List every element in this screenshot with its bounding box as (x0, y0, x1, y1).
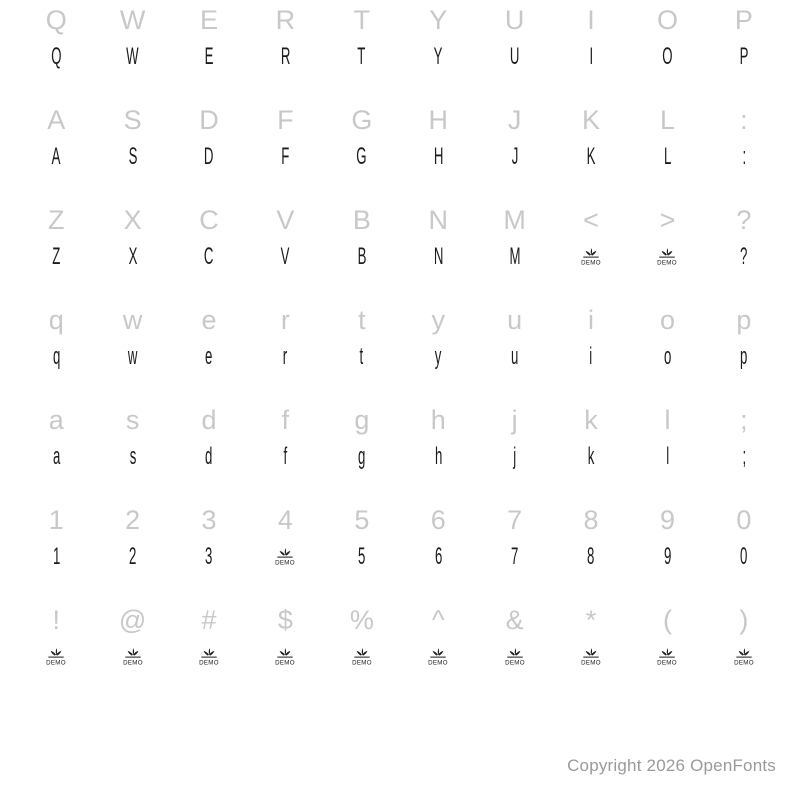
reference-glyph: R (275, 4, 296, 35)
specimen-glyph: K (586, 143, 596, 170)
reference-glyph: 7 (507, 504, 523, 535)
glyph-cell (171, 200, 247, 300)
glyph-cell (553, 300, 629, 400)
glyph-cell (629, 600, 705, 700)
reference-glyph: L (659, 104, 675, 135)
glyph-cell (18, 300, 94, 400)
specimen-glyph: T (357, 43, 366, 70)
glyph-cell (171, 100, 247, 200)
glyph-cell (171, 400, 247, 500)
glyph-cell (94, 0, 170, 100)
specimen-glyph: o (663, 343, 672, 370)
glyph-cell (18, 0, 94, 100)
reference-glyph: > (659, 204, 676, 235)
specimen-glyph: X (128, 243, 138, 270)
glyph-cell (400, 100, 476, 200)
glyph-cell (94, 400, 170, 500)
reference-glyph: i (588, 304, 595, 335)
demo-stamp (45, 640, 67, 674)
specimen-glyph: B (357, 243, 367, 270)
reference-glyph: Y (429, 4, 448, 35)
specimen-glyph: s (129, 443, 136, 470)
specimen-glyph: Z (52, 243, 61, 270)
glyph-cell (706, 200, 782, 300)
reference-glyph: 0 (736, 504, 752, 535)
specimen-glyph: U (509, 43, 520, 70)
row-asdf-upper (18, 100, 782, 200)
glyph-cell (324, 600, 400, 700)
reference-glyph: y (431, 304, 445, 335)
specimen-glyph: E (204, 43, 214, 70)
glyph-cell (706, 0, 782, 100)
glyph-cell (171, 500, 247, 600)
reference-glyph: r (280, 304, 290, 335)
reference-glyph: W (119, 4, 146, 35)
glyph-cell (324, 300, 400, 400)
reference-glyph: F (277, 104, 294, 135)
reference-glyph: 1 (48, 504, 64, 535)
reference-glyph: < (583, 204, 599, 235)
demo-stamp-icon (733, 646, 755, 668)
demo-stamp (427, 640, 449, 674)
demo-stamp (122, 640, 144, 674)
reference-glyph: P (734, 4, 753, 35)
reference-glyph: H (428, 104, 448, 135)
svg-text:DEMO: DEMO (581, 659, 601, 667)
specimen-glyph: O (662, 43, 673, 70)
reference-glyph: 4 (277, 504, 293, 535)
glyph-cell (18, 500, 94, 600)
glyph-cell (18, 600, 94, 700)
reference-glyph: : (740, 104, 748, 135)
reference-glyph: u (507, 304, 523, 335)
svg-text:DEMO: DEMO (657, 259, 678, 267)
glyph-cell (324, 500, 400, 600)
reference-glyph: U (504, 4, 525, 35)
glyph-cell (553, 200, 629, 300)
specimen-glyph: : (742, 143, 746, 170)
reference-glyph: V (276, 204, 295, 235)
reference-glyph: ^ (431, 604, 445, 635)
glyph-cell (18, 400, 94, 500)
specimen-glyph: 0 (740, 543, 748, 570)
specimen-glyph: r (283, 343, 288, 370)
reference-glyph: A (47, 104, 66, 135)
specimen-glyph: 2 (128, 543, 137, 570)
glyph-cell (629, 400, 705, 500)
reference-glyph: $ (277, 604, 293, 635)
glyph-cell (706, 500, 782, 600)
specimen-glyph: Q (51, 43, 62, 70)
demo-stamp (274, 640, 296, 674)
glyph-cell (476, 200, 552, 300)
reference-glyph: e (201, 304, 217, 335)
glyph-cell (553, 600, 629, 700)
row-zxcv-upper (18, 200, 782, 300)
reference-glyph: O (656, 4, 678, 35)
specimen-glyph: J (511, 143, 518, 170)
reference-glyph: ( (662, 604, 672, 635)
demo-stamp-icon (45, 646, 67, 668)
reference-glyph: D (199, 104, 219, 135)
svg-text:DEMO: DEMO (275, 559, 296, 567)
reference-glyph: S (123, 104, 142, 135)
row-symbols (18, 600, 782, 700)
glyph-cell (324, 400, 400, 500)
reference-glyph: 6 (430, 504, 446, 535)
glyph-cell (400, 0, 476, 100)
svg-text:DEMO: DEMO (428, 659, 449, 667)
reference-glyph: h (430, 404, 446, 435)
glyph-cell (553, 0, 629, 100)
glyph-cell (18, 200, 94, 300)
copyright-notice: Copyright 2026 OpenFonts (567, 756, 776, 775)
demo-stamp-icon (580, 246, 602, 268)
specimen-glyph: a (52, 443, 60, 470)
glyph-cell (629, 100, 705, 200)
demo-stamp (580, 240, 602, 274)
glyph-cell (171, 0, 247, 100)
svg-text:DEMO: DEMO (733, 659, 754, 667)
specimen-glyph: V (281, 243, 290, 270)
specimen-glyph: d (205, 443, 213, 470)
svg-text:DEMO: DEMO (122, 659, 143, 667)
reference-glyph: ) (739, 604, 749, 635)
glyph-cell (629, 0, 705, 100)
svg-text:DEMO: DEMO (581, 259, 601, 267)
glyph-cell (400, 600, 476, 700)
specimen-glyph: 6 (434, 543, 442, 570)
specimen-glyph: G (356, 143, 367, 170)
glyph-cell (247, 100, 323, 200)
reference-glyph: 9 (659, 504, 675, 535)
specimen-glyph: l (665, 443, 669, 470)
glyph-cell (629, 300, 705, 400)
specimen-glyph: F (281, 143, 290, 170)
glyph-cell (324, 200, 400, 300)
reference-glyph: Q (45, 4, 67, 35)
specimen-glyph: u (510, 343, 519, 370)
reference-glyph: C (199, 204, 219, 235)
glyph-cell (247, 600, 323, 700)
reference-glyph: ? (736, 204, 752, 235)
reference-glyph: E (200, 4, 219, 35)
glyph-cell (400, 400, 476, 500)
specimen-glyph: p (740, 343, 748, 370)
reference-glyph: k (584, 404, 598, 435)
glyph-cell (94, 100, 170, 200)
svg-text:DEMO: DEMO (46, 659, 67, 667)
reference-glyph: l (664, 404, 671, 435)
glyph-cell (247, 200, 323, 300)
demo-stamp-icon (122, 646, 144, 668)
reference-glyph: # (201, 604, 217, 635)
specimen-glyph: h (434, 443, 442, 470)
specimen-glyph: H (433, 143, 444, 170)
demo-stamp (656, 640, 678, 674)
reference-glyph: N (428, 204, 448, 235)
specimen-glyph: P (739, 43, 749, 70)
specimen-glyph: N (433, 243, 444, 270)
glyph-cell (553, 500, 629, 600)
demo-stamp-icon (274, 546, 296, 568)
demo-stamp (504, 640, 526, 674)
demo-stamp (656, 240, 678, 274)
specimen-glyph: S (128, 143, 138, 170)
glyph-cell (247, 0, 323, 100)
demo-stamp (274, 540, 296, 574)
specimen-glyph: ? (740, 243, 748, 270)
row-qwerty-lower (18, 300, 782, 400)
demo-stamp-icon (656, 246, 678, 268)
reference-glyph: 3 (201, 504, 217, 535)
reference-glyph: Z (47, 204, 65, 235)
demo-stamp (580, 640, 602, 674)
specimen-glyph: C (204, 243, 214, 270)
reference-glyph: X (123, 204, 142, 235)
reference-glyph: ! (52, 604, 60, 635)
glyph-cell (400, 300, 476, 400)
specimen-glyph: g (358, 443, 366, 470)
svg-text:DEMO: DEMO (504, 659, 525, 667)
specimen-glyph: A (51, 143, 61, 170)
specimen-glyph: y (434, 343, 442, 370)
reference-glyph: a (48, 404, 64, 435)
reference-glyph: @ (118, 604, 147, 635)
glyph-cell (324, 100, 400, 200)
glyph-cell (706, 300, 782, 400)
glyph-cell (629, 200, 705, 300)
svg-text:DEMO: DEMO (657, 659, 678, 667)
reference-glyph: d (201, 404, 217, 435)
reference-glyph: B (352, 204, 371, 235)
demo-stamp-icon (274, 646, 296, 668)
specimen-glyph: w (127, 343, 138, 370)
glyph-cell (706, 600, 782, 700)
glyph-cell (476, 0, 552, 100)
svg-text:DEMO: DEMO (351, 659, 372, 667)
specimen-glyph: W (126, 43, 139, 70)
reference-glyph: 8 (583, 504, 599, 535)
glyph-cell (171, 600, 247, 700)
reference-glyph: p (736, 304, 752, 335)
glyph-cell (94, 500, 170, 600)
demo-stamp-icon (580, 646, 602, 668)
reference-glyph: * (585, 604, 597, 635)
glyph-cell (400, 500, 476, 600)
specimen-glyph: 3 (205, 543, 213, 570)
glyph-cell (94, 200, 170, 300)
specimen-glyph: 9 (663, 543, 672, 570)
reference-glyph: s (125, 404, 140, 435)
reference-glyph: w (122, 304, 143, 335)
glyph-cell (247, 300, 323, 400)
reference-glyph: 2 (125, 504, 141, 535)
glyph-cell (706, 100, 782, 200)
glyph-cell (706, 400, 782, 500)
glyph-cell (18, 100, 94, 200)
glyph-cell (476, 400, 552, 500)
reference-glyph: ; (740, 404, 748, 435)
reference-glyph: j (511, 404, 518, 435)
specimen-glyph: R (280, 43, 291, 70)
demo-stamp-icon (427, 646, 449, 668)
specimen-glyph: e (205, 343, 213, 370)
glyph-cell (476, 600, 552, 700)
glyph-cell (171, 300, 247, 400)
reference-glyph: % (349, 604, 374, 635)
specimen-glyph: i (589, 343, 593, 370)
specimen-glyph: Y (433, 43, 443, 70)
row-qwerty-upper (18, 0, 782, 100)
specimen-glyph: 7 (510, 543, 519, 570)
reference-glyph: J (507, 104, 522, 135)
reference-glyph: 5 (354, 504, 370, 535)
specimen-glyph: M (509, 243, 521, 270)
specimen-glyph: L (663, 143, 672, 170)
specimen-glyph: 5 (358, 543, 366, 570)
glyph-cell (553, 100, 629, 200)
demo-stamp-icon (656, 646, 678, 668)
demo-stamp (351, 640, 373, 674)
specimen-glyph: D (204, 143, 214, 170)
reference-glyph: G (351, 104, 373, 135)
glyph-cell (247, 500, 323, 600)
glyph-cell (629, 500, 705, 600)
demo-stamp-icon (198, 646, 220, 668)
demo-stamp (733, 640, 755, 674)
specimen-glyph: ; (742, 443, 746, 470)
reference-glyph: I (587, 4, 595, 35)
glyph-cell (553, 400, 629, 500)
specimen-glyph: 8 (587, 543, 595, 570)
glyph-cell (476, 500, 552, 600)
demo-stamp-icon (351, 646, 373, 668)
specimen-glyph: t (359, 343, 364, 370)
reference-glyph: & (505, 604, 524, 635)
glyph-cell (247, 400, 323, 500)
glyph-cell (400, 200, 476, 300)
reference-glyph: f (281, 404, 290, 435)
svg-text:DEMO: DEMO (275, 659, 296, 667)
specimen-glyph: 1 (52, 543, 60, 570)
reference-glyph: t (358, 304, 366, 335)
reference-glyph: K (582, 104, 601, 135)
specimen-glyph: k (587, 443, 595, 470)
specimen-glyph: f (283, 443, 288, 470)
reference-glyph: g (354, 404, 370, 435)
reference-glyph: T (353, 4, 371, 35)
glyph-cell (94, 600, 170, 700)
row-digits (18, 500, 782, 600)
reference-glyph: M (503, 204, 526, 235)
glyph-cell (476, 300, 552, 400)
glyph-cell (324, 0, 400, 100)
specimen-glyph: q (52, 343, 60, 370)
svg-text:DEMO: DEMO (199, 659, 219, 667)
row-asdf-lower (18, 400, 782, 500)
reference-glyph: q (48, 304, 64, 335)
glyph-cell (94, 300, 170, 400)
reference-glyph: o (659, 304, 675, 335)
specimen-glyph: I (589, 43, 593, 70)
demo-stamp-icon (504, 646, 526, 668)
glyph-cell (476, 100, 552, 200)
demo-stamp (198, 640, 220, 674)
specimen-glyph: j (513, 443, 517, 470)
